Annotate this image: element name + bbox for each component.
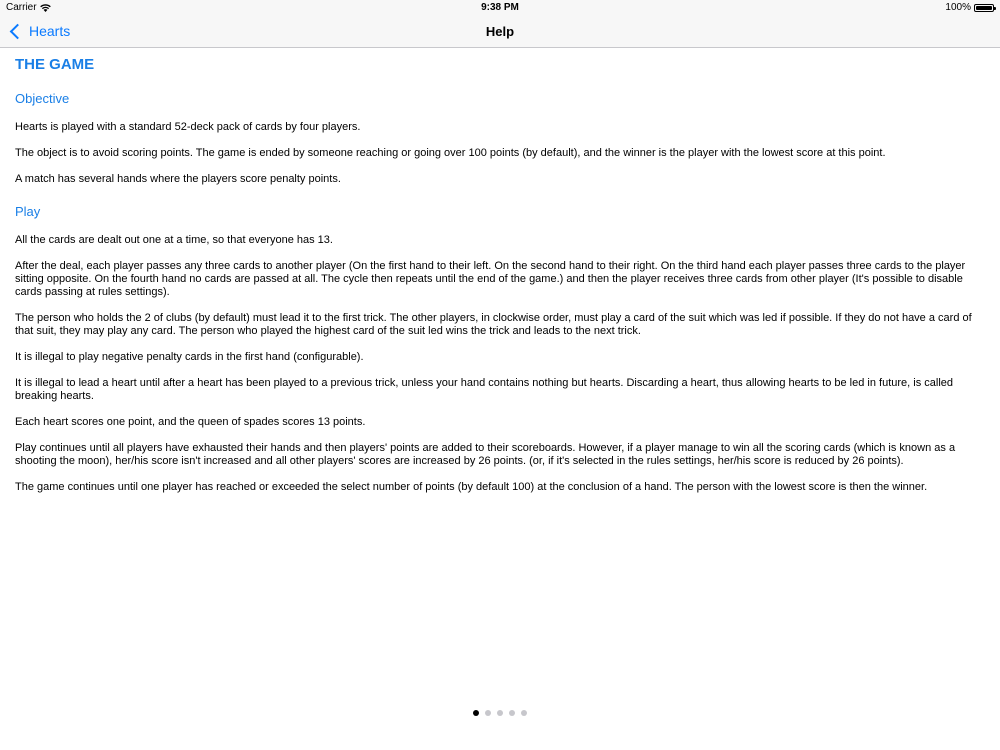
objective-paragraph: The object is to avoid scoring points. The game is ended by someone reaching or going over 100 points (by default), and the winner is the player with the lowest score at this point. bbox=[15, 147, 886, 159]
play-paragraph: It is illegal to lead a heart until after a heart has been played to a previous trick, unless your hand contains nothing but hearts. Discarding a heart, thus allowing hearts to be led in future, is called breaking hearts. bbox=[15, 377, 953, 402]
battery-icon bbox=[974, 4, 994, 12]
navigation-bar bbox=[0, 16, 1000, 48]
nav-title: Help bbox=[485, 24, 515, 39]
play-heading: Play bbox=[15, 204, 41, 219]
play-paragraph: All the cards are dealt out one at a time, so that everyone has 13. bbox=[15, 234, 333, 246]
play-paragraph: The person who holds the 2 of clubs (by default) must lead it to the first trick. The other players, in clockwise order, must play a card of the suit which was led if possible. If they do not have a card of that suit, they may play any card. The person who played the highest card of the suit led wins the trick and leads to the next trick. bbox=[15, 312, 972, 337]
objective-paragraph: A match has several hands where the players score penalty points. bbox=[15, 173, 341, 185]
play-paragraph: After the deal, each player passes any three cards to another player (On the first hand to their left. On the second hand to their right. On the third hand each player passes three cards to the player sitting opposite. On the fourth hand no cards are passed at all. The cycle then repeats until the end of the game.) and then the player receives three cards from other player (It's possible to disable cards passing at rules settings). bbox=[15, 260, 966, 298]
back-button-label: Hearts bbox=[29, 23, 71, 39]
status-bar bbox=[0, 0, 1000, 16]
play-paragraph: The game continues until one player has reached or exceeded the select number of points (by default 100) at the conclusion of a hand. The person with the lowest score is then the winner. bbox=[15, 481, 928, 493]
back-button[interactable] bbox=[8, 20, 70, 42]
page-control[interactable] bbox=[0, 710, 1000, 716]
page-dot[interactable] bbox=[521, 710, 527, 716]
objective-paragraph: Hearts is played with a standard 52-deck pack of cards by four players. bbox=[15, 121, 361, 133]
carrier-label: Carrier bbox=[6, 2, 37, 13]
page-dot[interactable] bbox=[509, 710, 515, 716]
battery-percent: 100% bbox=[945, 2, 971, 13]
help-content bbox=[15, 48, 985, 494]
chevron-left-icon bbox=[10, 23, 26, 39]
status-time: 9:38 PM bbox=[481, 2, 519, 13]
play-paragraph: It is illegal to play negative penalty cards in the first hand (configurable). bbox=[15, 351, 364, 363]
objective-heading: Objective bbox=[15, 91, 70, 106]
play-paragraph: Each heart scores one point, and the queen of spades scores 13 points. bbox=[15, 416, 366, 428]
page-dot[interactable] bbox=[485, 710, 491, 716]
battery-fill bbox=[976, 6, 992, 10]
page-dot[interactable] bbox=[497, 710, 503, 716]
section-title: THE GAME bbox=[15, 56, 95, 73]
page-dot[interactable] bbox=[473, 710, 479, 716]
battery-info bbox=[945, 0, 994, 16]
play-paragraph: Play continues until all players have exhausted their hands and then players' points are added to their scoreboards. However, if a player manage to win all the scoring cards (which is known as a shooting the moon), her/his score isn't increased and all other players' scores are increased by 26 points. (or, if it's selected in the rules settings, her/his score is reduced by 26 points). bbox=[15, 442, 956, 467]
